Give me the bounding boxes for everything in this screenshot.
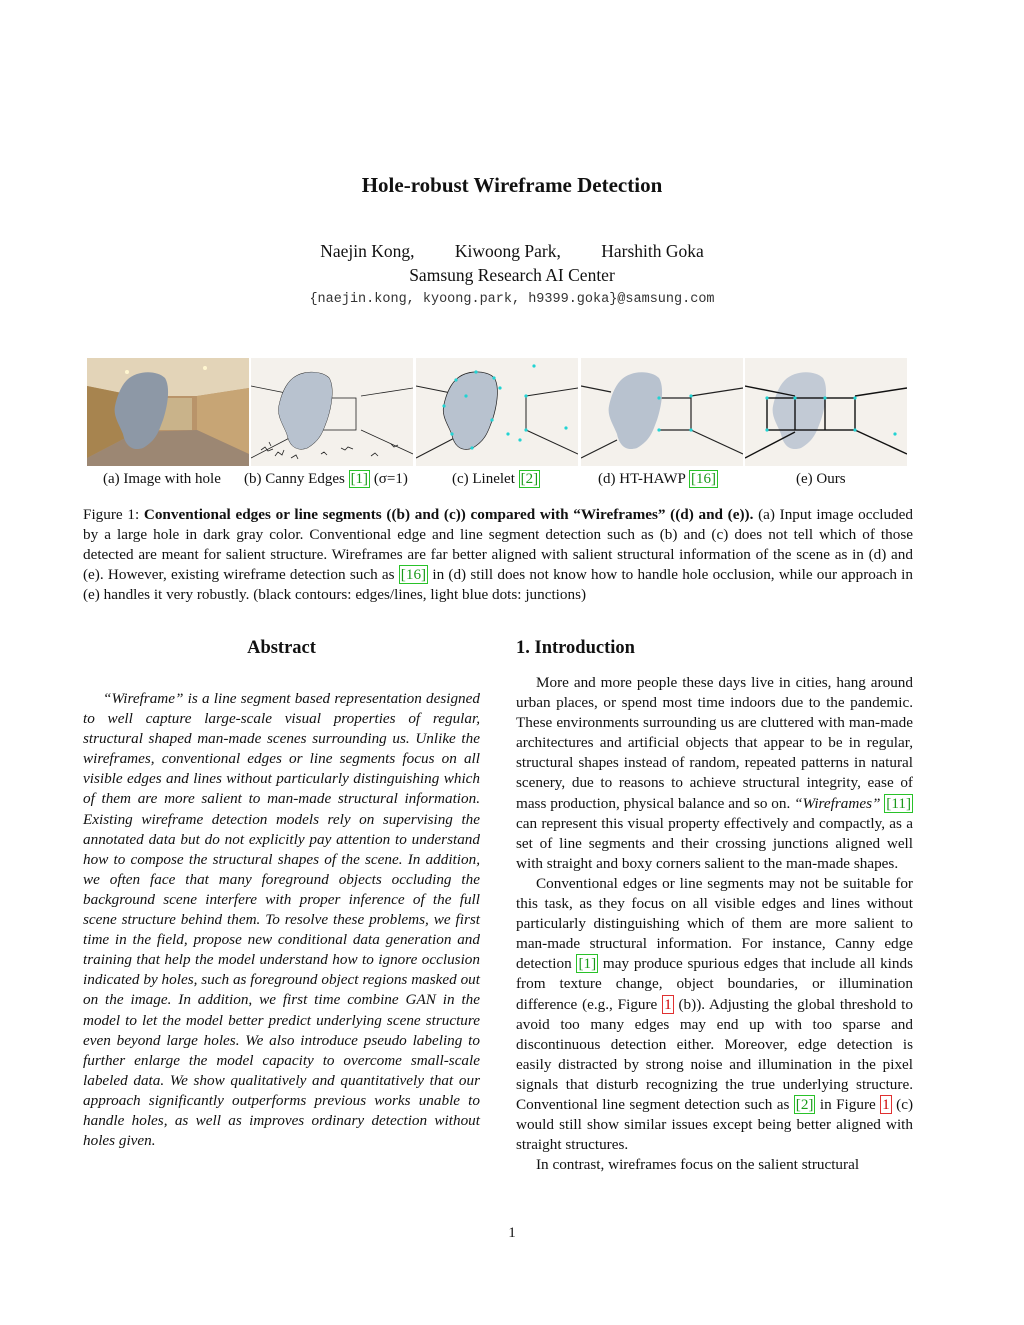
panel-ht-hawp [581,358,743,466]
text-run: Conventional edges or line segments may not be suitable for this task, as they focus on all visible edges and lines without particularly distinguishing which of them are more salient to man-made structural information. For instance, Canny edge detection [516,874,913,973]
citation-link[interactable]: [2] [520,471,539,487]
figure-1-panels [87,358,907,466]
introduction-body [516,673,913,1175]
caption-text: in (d) still does not know how to handle hole occlusion, while our approach in (e) handles it very robustly. (black contours: edges/lines, light blue dots: junctions) [83,566,913,604]
citation-link[interactable]: [16] [400,566,427,584]
subcaption-d-text: (d) HT-HAWP [598,471,690,487]
page-number: 1 [508,1225,516,1241]
text-run: may produce spurious edges that include all kinds from texture change, object boundaries, or illumination difference (e.g., Figure [516,955,913,1013]
subcaption-b-text: (b) Canny Edges [244,471,349,487]
author-list [0,241,1024,262]
caption-label: Figure 1: [83,506,144,523]
abstract-heading: Abstract [247,638,316,658]
citation-link[interactable]: [1] [578,955,597,973]
subcaption-c-text: (c) Linelet [452,471,519,487]
panel-canny-edges [251,358,413,466]
caption-bold: Conventional edges or line segments ((b) and (c)) compared with “Wireframes” ((d) and (e)). [143,506,754,523]
author-name: Naejin Kong, [320,241,415,261]
introduction-heading: 1. Introduction [516,638,635,658]
citation-link[interactable]: [2] [795,1095,814,1113]
text-run: (c) would still show similar issues except being better aligned with straight structures. [516,1095,914,1154]
citation-link[interactable]: [1] [350,471,369,487]
panel-linelet [416,358,578,466]
emphasis: “Wireframes” [794,794,881,812]
subcaption-d [598,471,718,488]
abstract-body [83,689,480,1151]
panel-ours [745,358,907,466]
intro-paragraph-1 [516,673,913,874]
subcaption-b-suffix: (σ=1) [370,471,408,487]
subcaption-e: (e) Ours [796,471,846,487]
author-name: Kiwoong Park, [454,241,561,261]
intro-paragraph-3: In contrast, wireframes focus on the salient structural [536,1156,860,1174]
affiliation: Samsung Research AI Center [409,265,615,285]
text-run: More and more people these days live in cities, hang around urban places, or spend most time indoors due to the pandemic. These environments surrounding us are cluttered with man-made architectures and artificial objects that appear to be in regular, structural shapes instead of random, repeated patterns in natural scenery, due to reasons to achieve structural integrity, ease of mass production, physical balance and so on. [516,674,913,812]
author-emails: {naejin.kong, kyoong.park, h9399.goka}@samsung.com [309,292,715,307]
subcaption-b [244,471,408,488]
figure-link[interactable]: 1 [882,1095,890,1113]
caption-text: (a) Input image occluded by a large hole in dark gray color. Conventional edge and line segment detection such as (b) and (c) does not tell which of those detected are meant for salient structure. Wireframes are far better aligned with salient structural information of the scene as in (d) and (e). However, existing wireframe detection such as [83,506,914,584]
subcaption-c [452,471,540,488]
figure-link[interactable]: 1 [664,995,672,1013]
subcaption-a: (a) Image with hole [103,471,221,487]
paper-title: Hole-robust Wireframe Detection [361,173,663,197]
text-run: in Figure [815,1095,881,1113]
citation-link[interactable]: [16] [691,471,717,487]
intro-paragraph-2 [516,874,913,1155]
figure-caption [83,505,913,605]
citation-link[interactable]: [11] [886,794,912,812]
abstract-paragraph: “Wireframe” is a line segment based representation designed to well capture large-scale visual properties of regular, structural shaped man-made scenes surrounding us. Unlike the wireframes, conventional edges or line segments focus on all visible edges and lines without particularly distinguishing which of them are more salient to man-made structural information. Existing wireframe detection models rely on supervising the annotated data but do not explicitly pay attention to understand how to compose the structural shapes of the scene. In addition, we often face that many foreground objects occluding the background scene interfere with proper inference of the full scene structure behind them. To resolve these problems, we first time in the field, propose new conditional data generation and training that help the model understand how to ignore occlusion indicated by holes, such as foreground object regions masked out on the image. In addition, we first time combine GAN in the model to let the model better predict underlying scene structure even beyond large holes. We also introduce pseudo labeling to further enlarge the model capacity to overcome small-scale labeled data. We show qualitatively and quantitatively that our approach significantly outperforms previous works unable to handle holes, as well as improves ordinary detection without holes given. [83,690,480,1150]
text-run: can represent this visual property effectively and compactly, as a set of line segments and their crossing junctions aligned well with straight and boxy corners salient to the man-made shapes. [516,814,913,872]
text-run: (b)). Adjusting the global threshold to avoid too many edges may end up with too sparse and discontinuous detection either. Moreover, edge detection is easily distracted by strong noise and illumination in the pixel signals that disturb recognizing the true underlying structure. Conventional line segment detection such as [516,995,913,1113]
author-name: Harshith Goka [601,241,704,261]
panel-image-with-hole [87,358,249,466]
